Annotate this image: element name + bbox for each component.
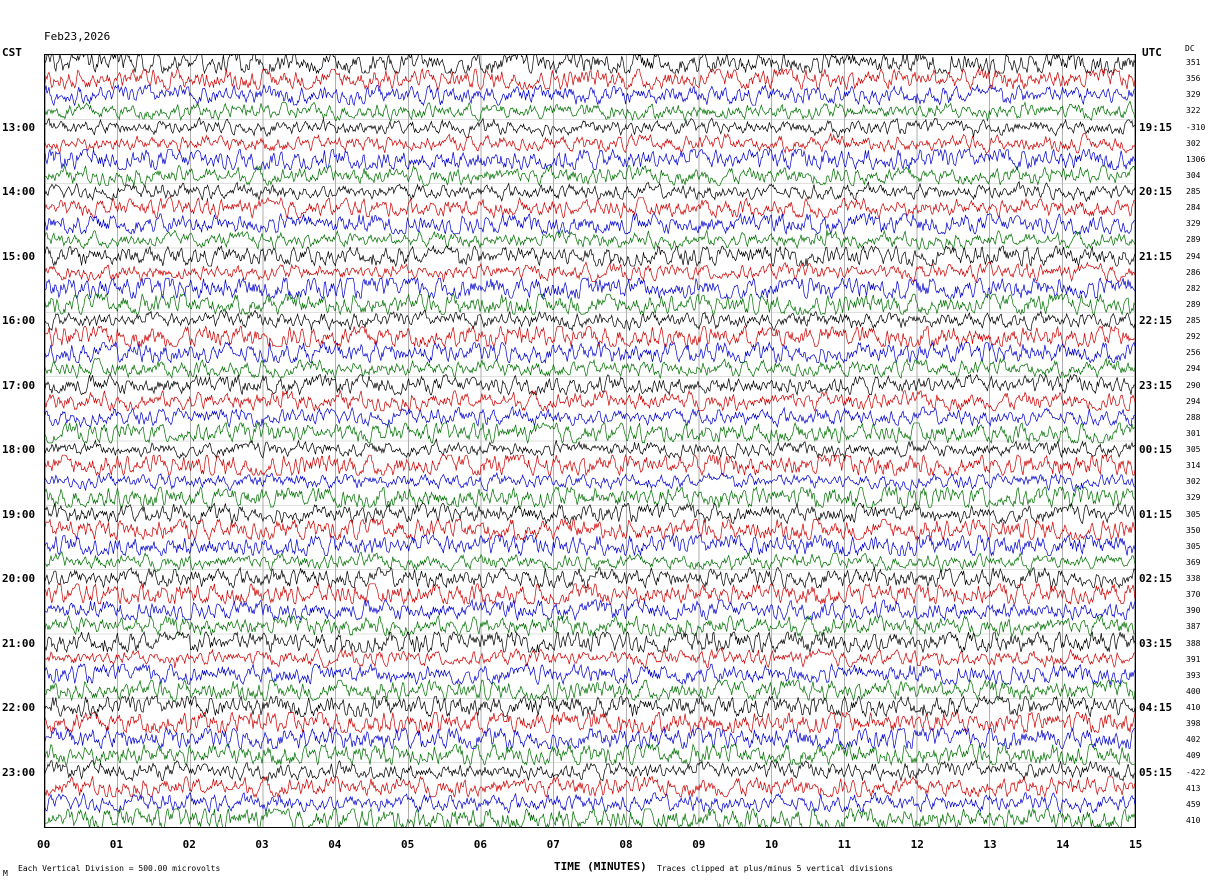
dc-value-label: 302 [1186, 138, 1201, 148]
utc-time-label: 23:15 [1139, 378, 1173, 392]
x-axis-title: TIME (MINUTES) [554, 860, 647, 873]
dc-value-label: 305 [1186, 445, 1201, 455]
x-tick-label: 05 [401, 838, 415, 851]
dc-value-label: 304 [1186, 170, 1201, 180]
dc-value-label: 391 [1186, 654, 1201, 664]
utc-time-label: 19:15 [1139, 120, 1173, 134]
utc-axis-label: UTC [1142, 46, 1162, 59]
cst-time-label: 21:00 [2, 636, 36, 650]
scale-note: Each Vertical Division = 500.00 microvolts [18, 864, 221, 873]
utc-time-label: 01:15 [1139, 507, 1173, 521]
dc-value-label: 409 [1186, 751, 1201, 761]
dc-value-label: 400 [1186, 686, 1201, 696]
seismogram-plot [44, 54, 1136, 828]
dc-value-label: 289 [1186, 299, 1201, 309]
dc-value-label: 322 [1186, 106, 1201, 116]
dc-value-label: 351 [1186, 58, 1201, 68]
dc-value-label: 350 [1186, 525, 1201, 535]
utc-time-label: 00:15 [1139, 443, 1173, 457]
header-date: Feb23,2026 [44, 30, 111, 43]
dc-value-label: 294 [1186, 251, 1201, 261]
dc-value-label: 410 [1186, 703, 1201, 713]
x-tick-label: 13 [983, 838, 997, 851]
x-tick-label: 01 [109, 838, 124, 851]
dc-value-label: 370 [1186, 590, 1201, 600]
dc-value-label: 388 [1186, 638, 1201, 648]
dc-value-label: 402 [1186, 735, 1201, 745]
dc-value-label: 305 [1186, 509, 1201, 519]
cst-time-label: 23:00 [2, 765, 36, 779]
utc-time-label: 04:15 [1139, 701, 1173, 715]
dc-value-label: 459 [1186, 799, 1201, 809]
utc-time-label: 21:15 [1139, 249, 1173, 263]
utc-time-label: 20:15 [1139, 185, 1173, 199]
dc-value-label: 329 [1186, 219, 1201, 229]
dc-value-label: 282 [1186, 283, 1201, 293]
cst-time-label: 17:00 [2, 378, 36, 392]
x-tick-label: 02 [182, 838, 196, 851]
corner-mark: M [3, 869, 8, 878]
dc-value-label: -310 [1186, 122, 1206, 132]
x-tick-label: 12 [910, 838, 924, 851]
dc-value-label: 305 [1186, 541, 1201, 551]
cst-time-label: 19:00 [2, 507, 36, 521]
dc-value-label: 292 [1186, 332, 1201, 342]
dc-value-label: 390 [1186, 606, 1201, 616]
cst-time-label: 16:00 [2, 314, 36, 328]
dc-value-label: 288 [1186, 412, 1201, 422]
x-tick-label: 04 [328, 838, 342, 851]
dc-value-label: 369 [1186, 557, 1201, 567]
x-tick-label: 10 [765, 838, 779, 851]
x-tick-label: 15 [1129, 838, 1143, 851]
cst-time-label: 22:00 [2, 701, 36, 715]
utc-time-label: 02:15 [1139, 572, 1173, 586]
dc-axis-label: DC [1185, 44, 1195, 53]
clip-note: Traces clipped at plus/minus 5 vertical divisions [657, 864, 894, 873]
x-tick-label: 14 [1056, 838, 1070, 851]
cst-time-label: 18:00 [2, 443, 36, 457]
dc-value-label: 1306 [1186, 154, 1206, 164]
dc-value-label: 387 [1186, 622, 1201, 632]
dc-value-label: 285 [1186, 316, 1201, 326]
dc-value-label: 338 [1186, 574, 1201, 584]
dc-value-label: 256 [1186, 348, 1201, 358]
cst-time-label: 14:00 [2, 185, 36, 199]
dc-value-label: 302 [1186, 477, 1201, 487]
dc-value-label: 284 [1186, 203, 1201, 213]
dc-value-label: 356 [1186, 74, 1201, 84]
dc-value-label: 314 [1186, 461, 1201, 471]
cst-axis-label: CST [2, 46, 22, 59]
dc-value-label: 329 [1186, 493, 1201, 503]
cst-time-label: 13:00 [2, 120, 36, 134]
dc-value-label: 290 [1186, 380, 1201, 390]
dc-value-label: 398 [1186, 719, 1201, 729]
dc-value-label: 413 [1186, 783, 1201, 793]
x-tick-label: 08 [619, 838, 633, 851]
dc-value-label: 294 [1186, 396, 1201, 406]
x-tick-label: 03 [255, 838, 269, 851]
x-tick-label: 06 [473, 838, 488, 851]
utc-time-label: 22:15 [1139, 314, 1173, 328]
dc-value-label: 410 [1186, 815, 1201, 825]
dc-value-label: 289 [1186, 235, 1201, 245]
x-tick-label: 00 [37, 838, 51, 851]
utc-time-label: 03:15 [1139, 636, 1173, 650]
dc-value-label: -422 [1186, 767, 1206, 777]
dc-value-label: 294 [1186, 364, 1201, 374]
x-tick-label: 11 [837, 838, 852, 851]
x-tick-label: 09 [692, 838, 706, 851]
x-tick-label: 07 [546, 838, 560, 851]
dc-value-label: 393 [1186, 670, 1201, 680]
utc-time-label: 05:15 [1139, 765, 1173, 779]
dc-value-label: 286 [1186, 267, 1201, 277]
seismogram-traces [45, 55, 1135, 827]
cst-time-label: 15:00 [2, 249, 36, 263]
dc-value-label: 329 [1186, 90, 1201, 100]
dc-value-label: 301 [1186, 428, 1201, 438]
cst-time-label: 20:00 [2, 572, 36, 586]
dc-value-label: 285 [1186, 187, 1201, 197]
